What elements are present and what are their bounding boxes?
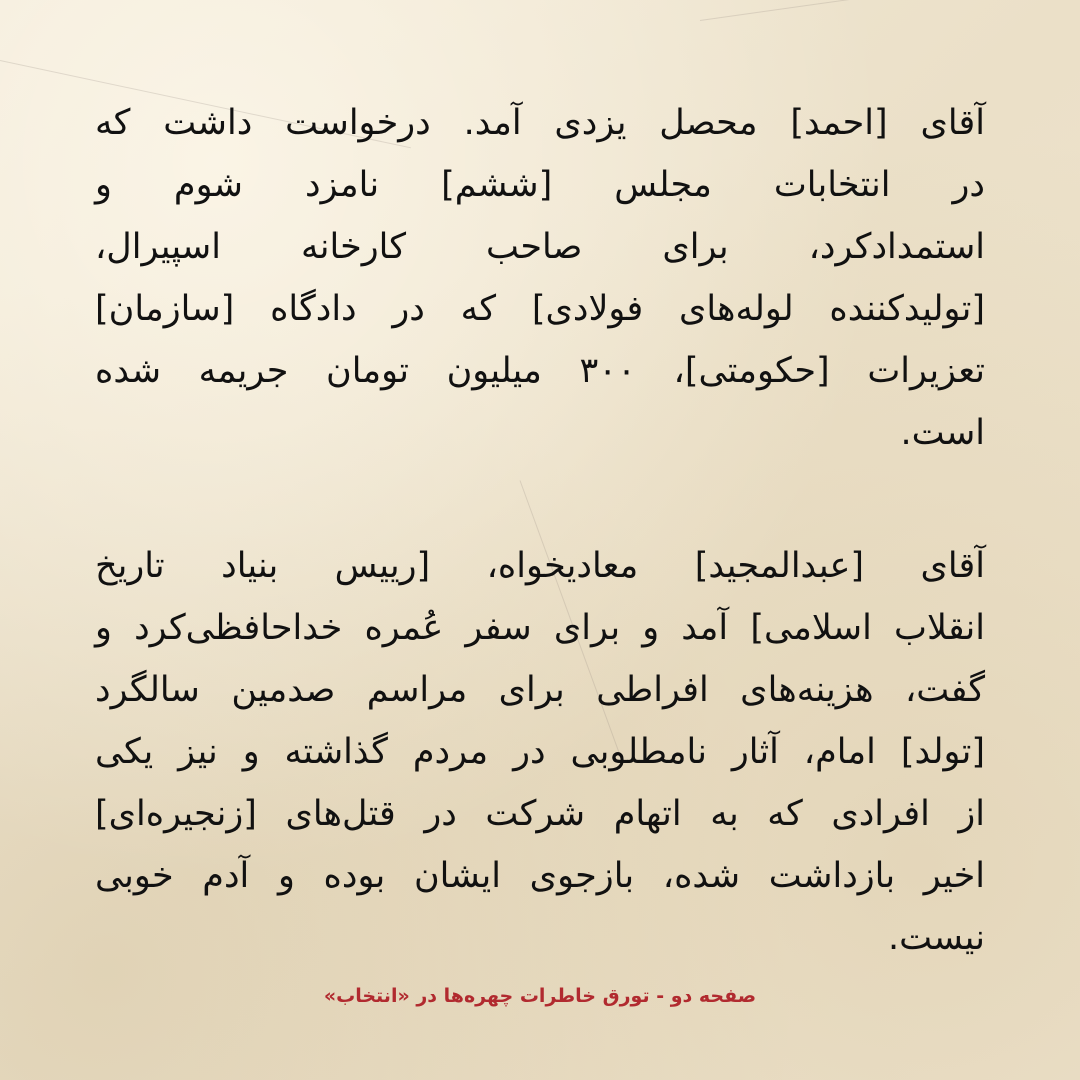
footer-caption: صفحه دو - تورق خاطرات چهره‌ها در «انتخاب» [323,985,757,1007]
text-line: اخیر بازداشت شده، بازجوی ایشان بوده و آدم خوبی [95,856,985,896]
paragraph-1 [95,92,985,464]
text-line: گفت، هزینه‌های افراطی برای مراسم صدمین سالگرد [95,670,985,710]
text-line: در انتخابات مجلس [ششم] نامزد شوم و [95,165,985,205]
text-line: تعزیرات [حکومتی]، ۳۰۰ میلیون تومان جریمه شده [95,351,985,391]
text-line: [تولد] امام، آثار نامطلوبی در مردم گذاشته و نیز یکی [95,732,985,772]
text-line: آقای [عبدالمجید] معادیخواه، [رییس بنیاد تاریخ [95,546,985,586]
text-line: است. [900,413,985,453]
text-line: آقای [احمد] محصل یزدی آمد. درخواست داشت که [95,103,985,143]
paper-crack [700,0,1076,21]
text-line: استمدادکرد، برای صاحب کارخانه اسپیرال، [95,227,985,267]
paragraph-2 [95,535,985,969]
text-line: از افرادی که به اتهام شرکت در قتل‌های [زنجیره‌ای] [95,794,985,834]
text-line: [تولیدکننده لوله‌های فولادی] که در دادگاه [سازمان] [95,289,985,329]
text-line: نیست. [887,918,985,958]
text-line: انقلاب اسلامی] آمد و برای سفر عُمره خداحافظی‌کرد و [95,608,985,648]
